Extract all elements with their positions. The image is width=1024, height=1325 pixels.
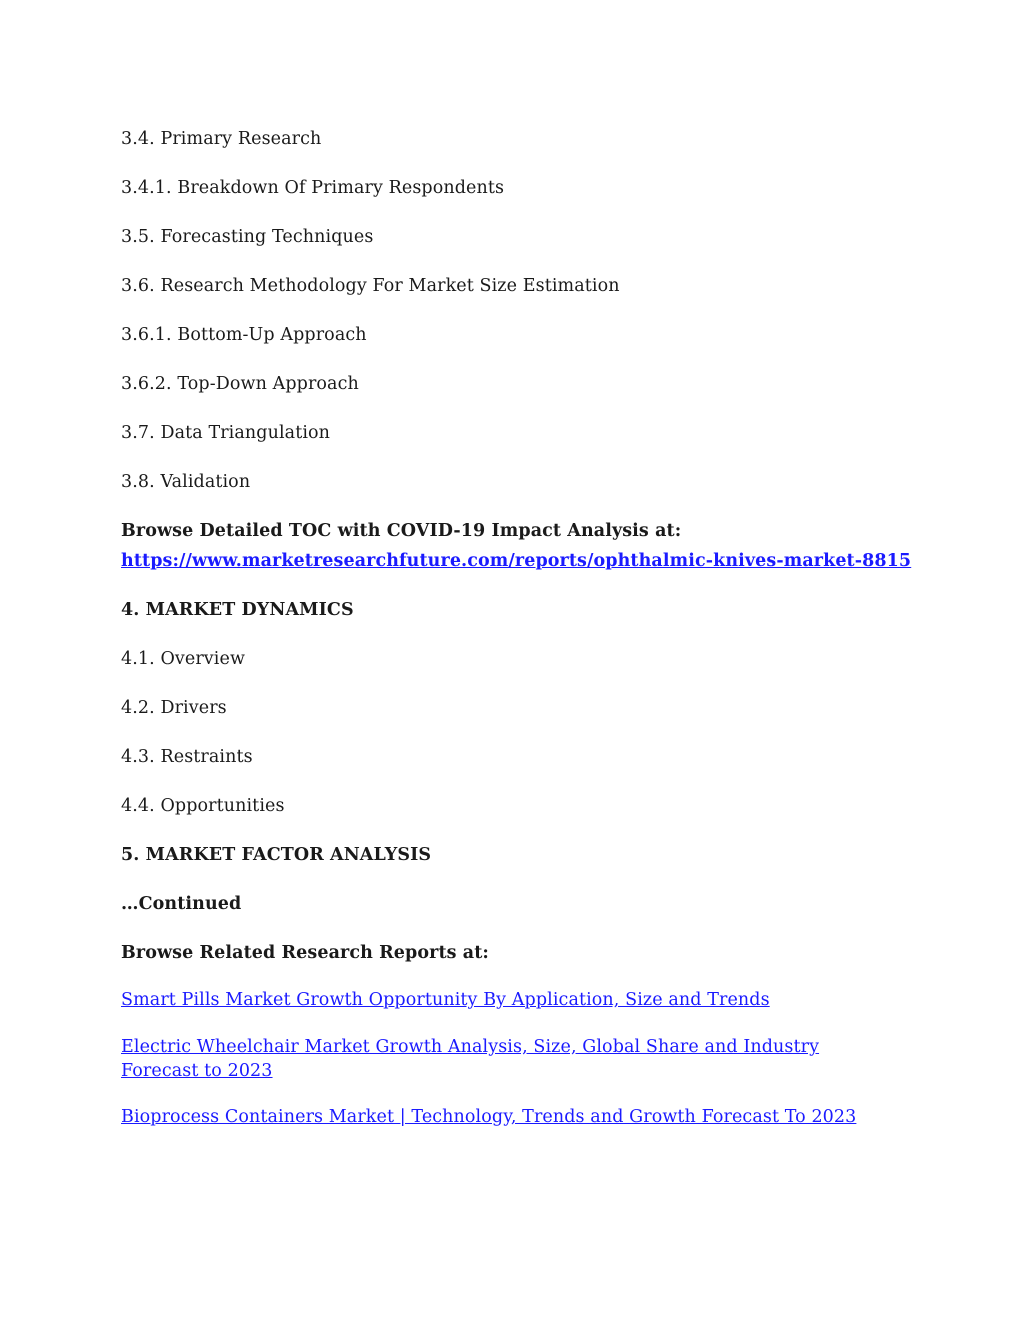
related-link-electric-wheelchair[interactable]: Electric Wheelchair Market Growth Analysis, Size, Global Share and Industry Forecast to 2023	[121, 1037, 820, 1081]
related-link-bioprocess-containers[interactable]: Bioprocess Containers Market | Technology, Trends and Growth Forecast To 2023	[121, 1107, 857, 1127]
toc-item-4-4: 4.4. Opportunities	[121, 796, 285, 816]
continued-text: …Continued	[121, 894, 242, 914]
toc-item-3-8: 3.8. Validation	[121, 472, 251, 492]
toc-item-4-3: 4.3. Restraints	[121, 747, 253, 767]
browse-toc-label: Browse Detailed TOC with COVID-19 Impact Analysis at:	[121, 521, 682, 541]
toc-item-3-4: 3.4. Primary Research	[121, 129, 322, 149]
toc-item-3-5: 3.5. Forecasting Techniques	[121, 227, 374, 247]
toc-item-3-6: 3.6. Research Methodology For Market Size Estimation	[121, 276, 620, 296]
toc-item-4-2: 4.2. Drivers	[121, 698, 227, 718]
browse-toc-link[interactable]: https://www.marketresearchfuture.com/reports/ophthalmic-knives-market-8815	[121, 551, 912, 571]
section-5-heading: 5. MARKET FACTOR ANALYSIS	[121, 845, 432, 865]
related-link-smart-pills[interactable]: Smart Pills Market Growth Opportunity By Application, Size and Trends	[121, 990, 770, 1010]
toc-item-3-6-1: 3.6.1. Bottom-Up Approach	[121, 325, 367, 345]
toc-item-4-1: 4.1. Overview	[121, 649, 246, 669]
toc-item-3-7: 3.7. Data Triangulation	[121, 423, 331, 443]
toc-item-3-6-2: 3.6.2. Top-Down Approach	[121, 374, 359, 394]
related-reports-heading: Browse Related Research Reports at:	[121, 943, 489, 963]
section-4-heading: 4. MARKET DYNAMICS	[121, 600, 354, 620]
toc-item-3-4-1: 3.4.1. Breakdown Of Primary Respondents	[121, 178, 505, 198]
